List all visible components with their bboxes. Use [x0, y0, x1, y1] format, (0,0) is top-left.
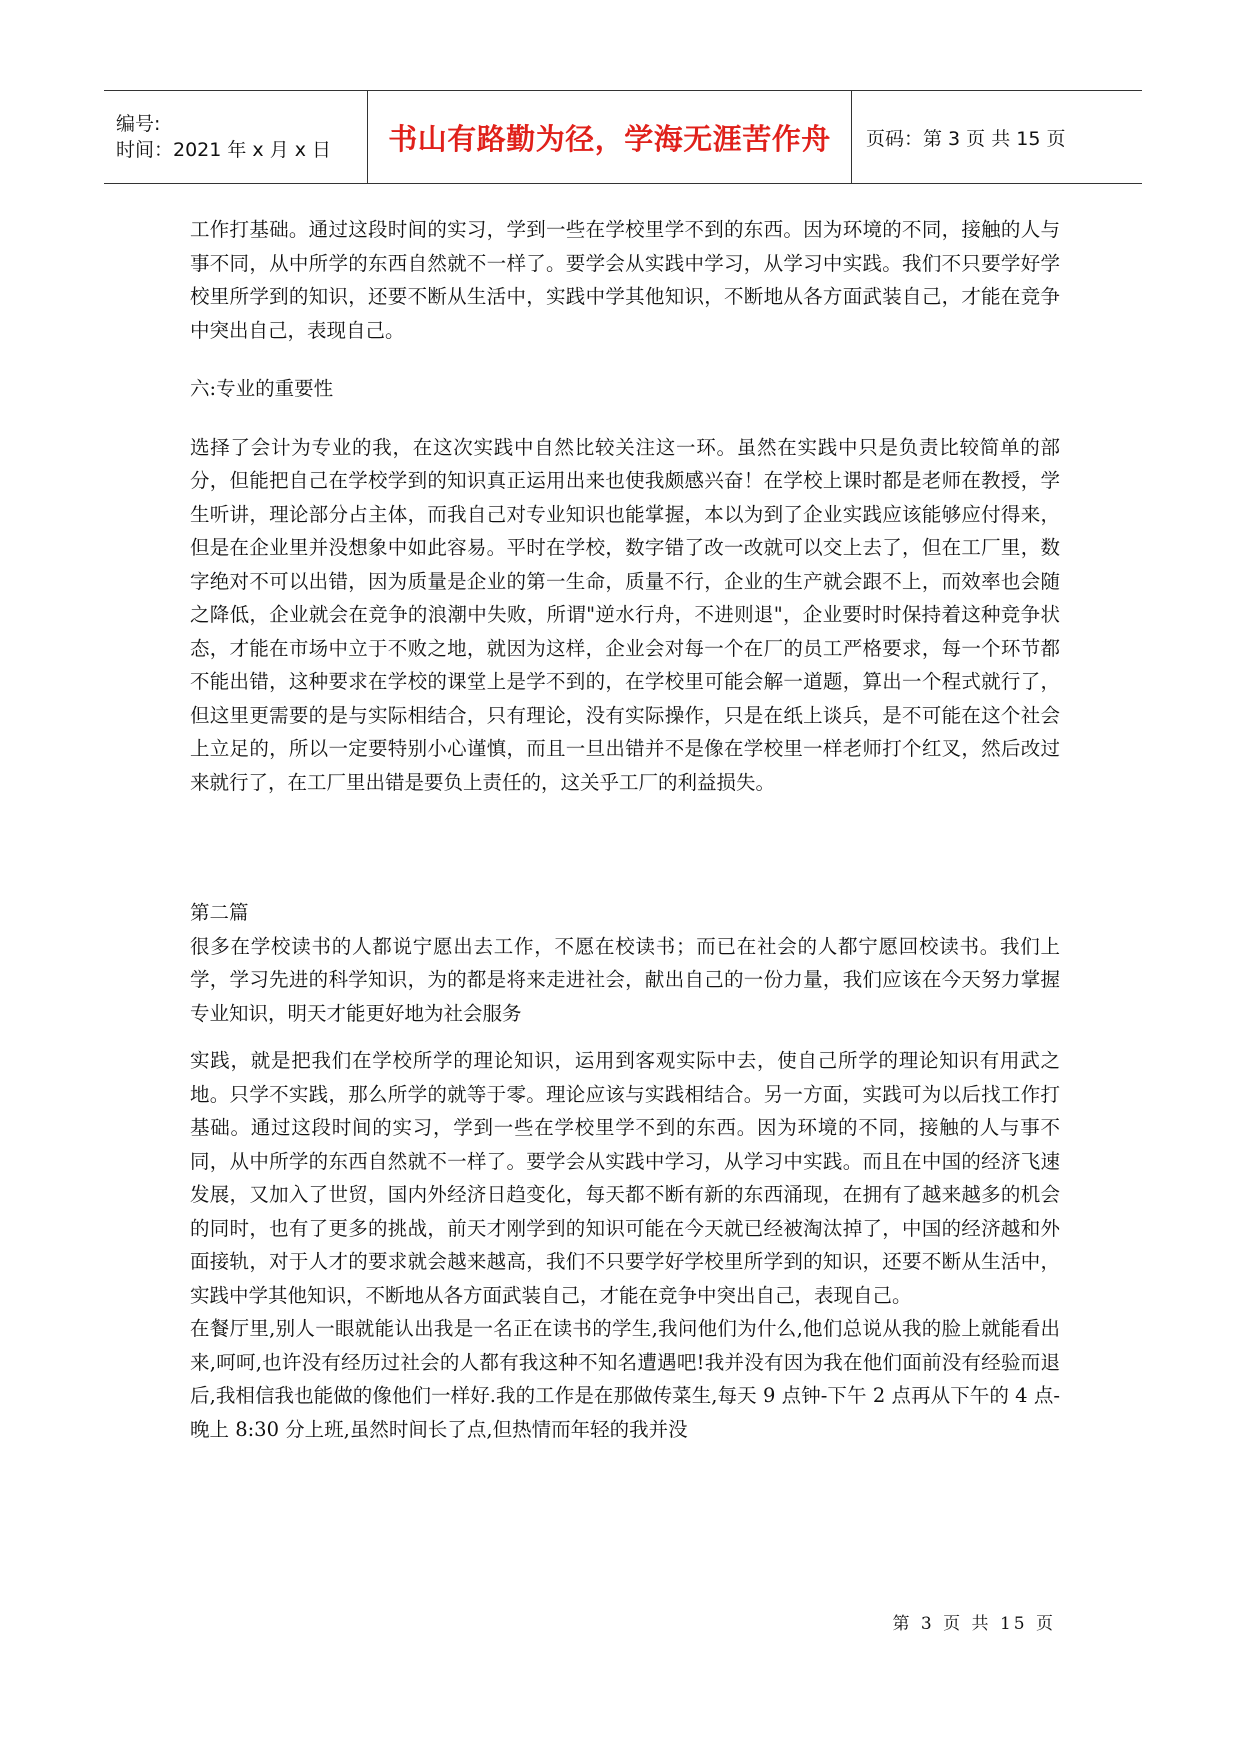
- document-time: 时间：2021 年 x 月 x 日: [116, 139, 332, 161]
- header-motto: 书山有路勤为径，学海无涯苦作舟: [388, 121, 831, 156]
- paragraph: 实践，就是把我们在学校所学的理论知识，运用到客观实际中去，使自己所学的理论知识有用武之地。只学不实践，那么所学的就等于零。理论应该与实践相结合。另一方面，实践可为以后找工作打基础。通过这段时间的实习，学到一些在学校里学不到的东西。因为环境的不同，接触的人与事不同，从中所学的东西自然就不一样了。要学会从实践中学习，从学习中实践。而且在中国的经济飞速发展，又加入了世贸，国内外经济日趋变化，每天都不断有新的东西涌现，在拥有了越来越多的机会的同时，也有了更多的挑战，前天才刚学到的知识可能在今天就已经被淘汰掉了，中国的经济越和外面接轨，对于人才的要求就会越来越高，我们不只要学好学校里所学到的知识，还要不断从生活中，实践中学其他知识，不断地从各方面武装自己，才能在竞争中突出自己，表现自己。: [190, 1049, 1060, 1307]
- paragraph: 很多在学校读书的人都说宁愿出去工作，不愿在校读书；而已在社会的人都宁愿回校读书。我们上学，学习先进的科学知识，为的都是将来走进社会，献出自己的一份力量，我们应该在今天努力掌握专业知识，明天才能更好地为社会服务: [190, 934, 1060, 1025]
- document-body: [190, 213, 1060, 1446]
- header-meta: [104, 91, 367, 183]
- section-heading: 第二篇: [190, 901, 249, 924]
- page-header: [104, 90, 1142, 184]
- paragraph: 选择了会计为专业的我，在这次实践中自然比较关注这一环。虽然在实践中只是负责比较简单的部分，但能把自己在学校学到的知识真正运用出来也使我颇感兴奋！在学校上课时都是老师在教授，学生听讲，理论部分占主体，而我自己对专业知识也能掌握，本以为到了企业实践应该能够应付得来，但是在企业里并没想象中如此容易。平时在学校，数字错了改一改就可以交上去了，但在工厂里，数字绝对不可以出错，因为质量是企业的第一生命，质量不行，企业的生产就会跟不上，而效率也会随之降低，企业就会在竞争的浪潮中失败，所谓"逆水行舟，不进则退"，企业要时时保持着这种竞争状态，才能在市场中立于不败之地，就因为这样，企业会对每一个在厂的员工严格要求，每一个环节都不能出错，这种要求在学校的课堂上是学不到的，在学校里可能会解一道题，算出一个程式就行了，但这里更需要的是与实际相结合，只有理论，没有实际操作，只是在纸上谈兵，是不可能在这个社会上立足的，所以一定要特别小心谨慎，而且一旦出错并不是像在学校里一样老师打个红叉，然后改过来就行了，在工厂里出错是要负上责任的，这关乎工厂的利益损失。: [190, 435, 1060, 794]
- section-heading: 六:专业的重要性: [190, 377, 334, 400]
- paragraph: 在餐厅里,别人一眼就能认出我是一名正在读书的学生,我问他们为什么,他们总说从我的脸上就能看出来,呵呵,也许没有经历过社会的人都有我这种不知名遭遇吧!我并没有因为我在他们面前没有经验而退后,我相信我也能做的像他们一样好.我的工作是在那做传菜生,每天 9 点钟-下午 2 点再从下午的 4 点-晚上 8:30 分上班,虽然时间长了点,但热情而年轻的我并没: [190, 1317, 1060, 1441]
- header-page-cell: [852, 91, 1142, 183]
- paragraph: 工作打基础。通过这段时间的实习，学到一些在学校里学不到的东西。因为环境的不同，接触的人与事不同，从中所学的东西自然就不一样了。要学会从实践中学习，从学习中实践。我们不只要学好学校里所学到的知识，还要不断从生活中，实践中学其他知识，不断地从各方面武装自己，才能在竞争中突出自己，表现自己。: [190, 218, 1060, 342]
- page-footer: [893, 1609, 1056, 1634]
- header-page-info: 页码：第 3 页 共 15 页: [866, 127, 1066, 150]
- header-motto-cell: [367, 91, 852, 183]
- footer-page-number: 第 3 页 共 15 页: [892, 1614, 1056, 1634]
- document-number-label: 编号:: [116, 113, 161, 135]
